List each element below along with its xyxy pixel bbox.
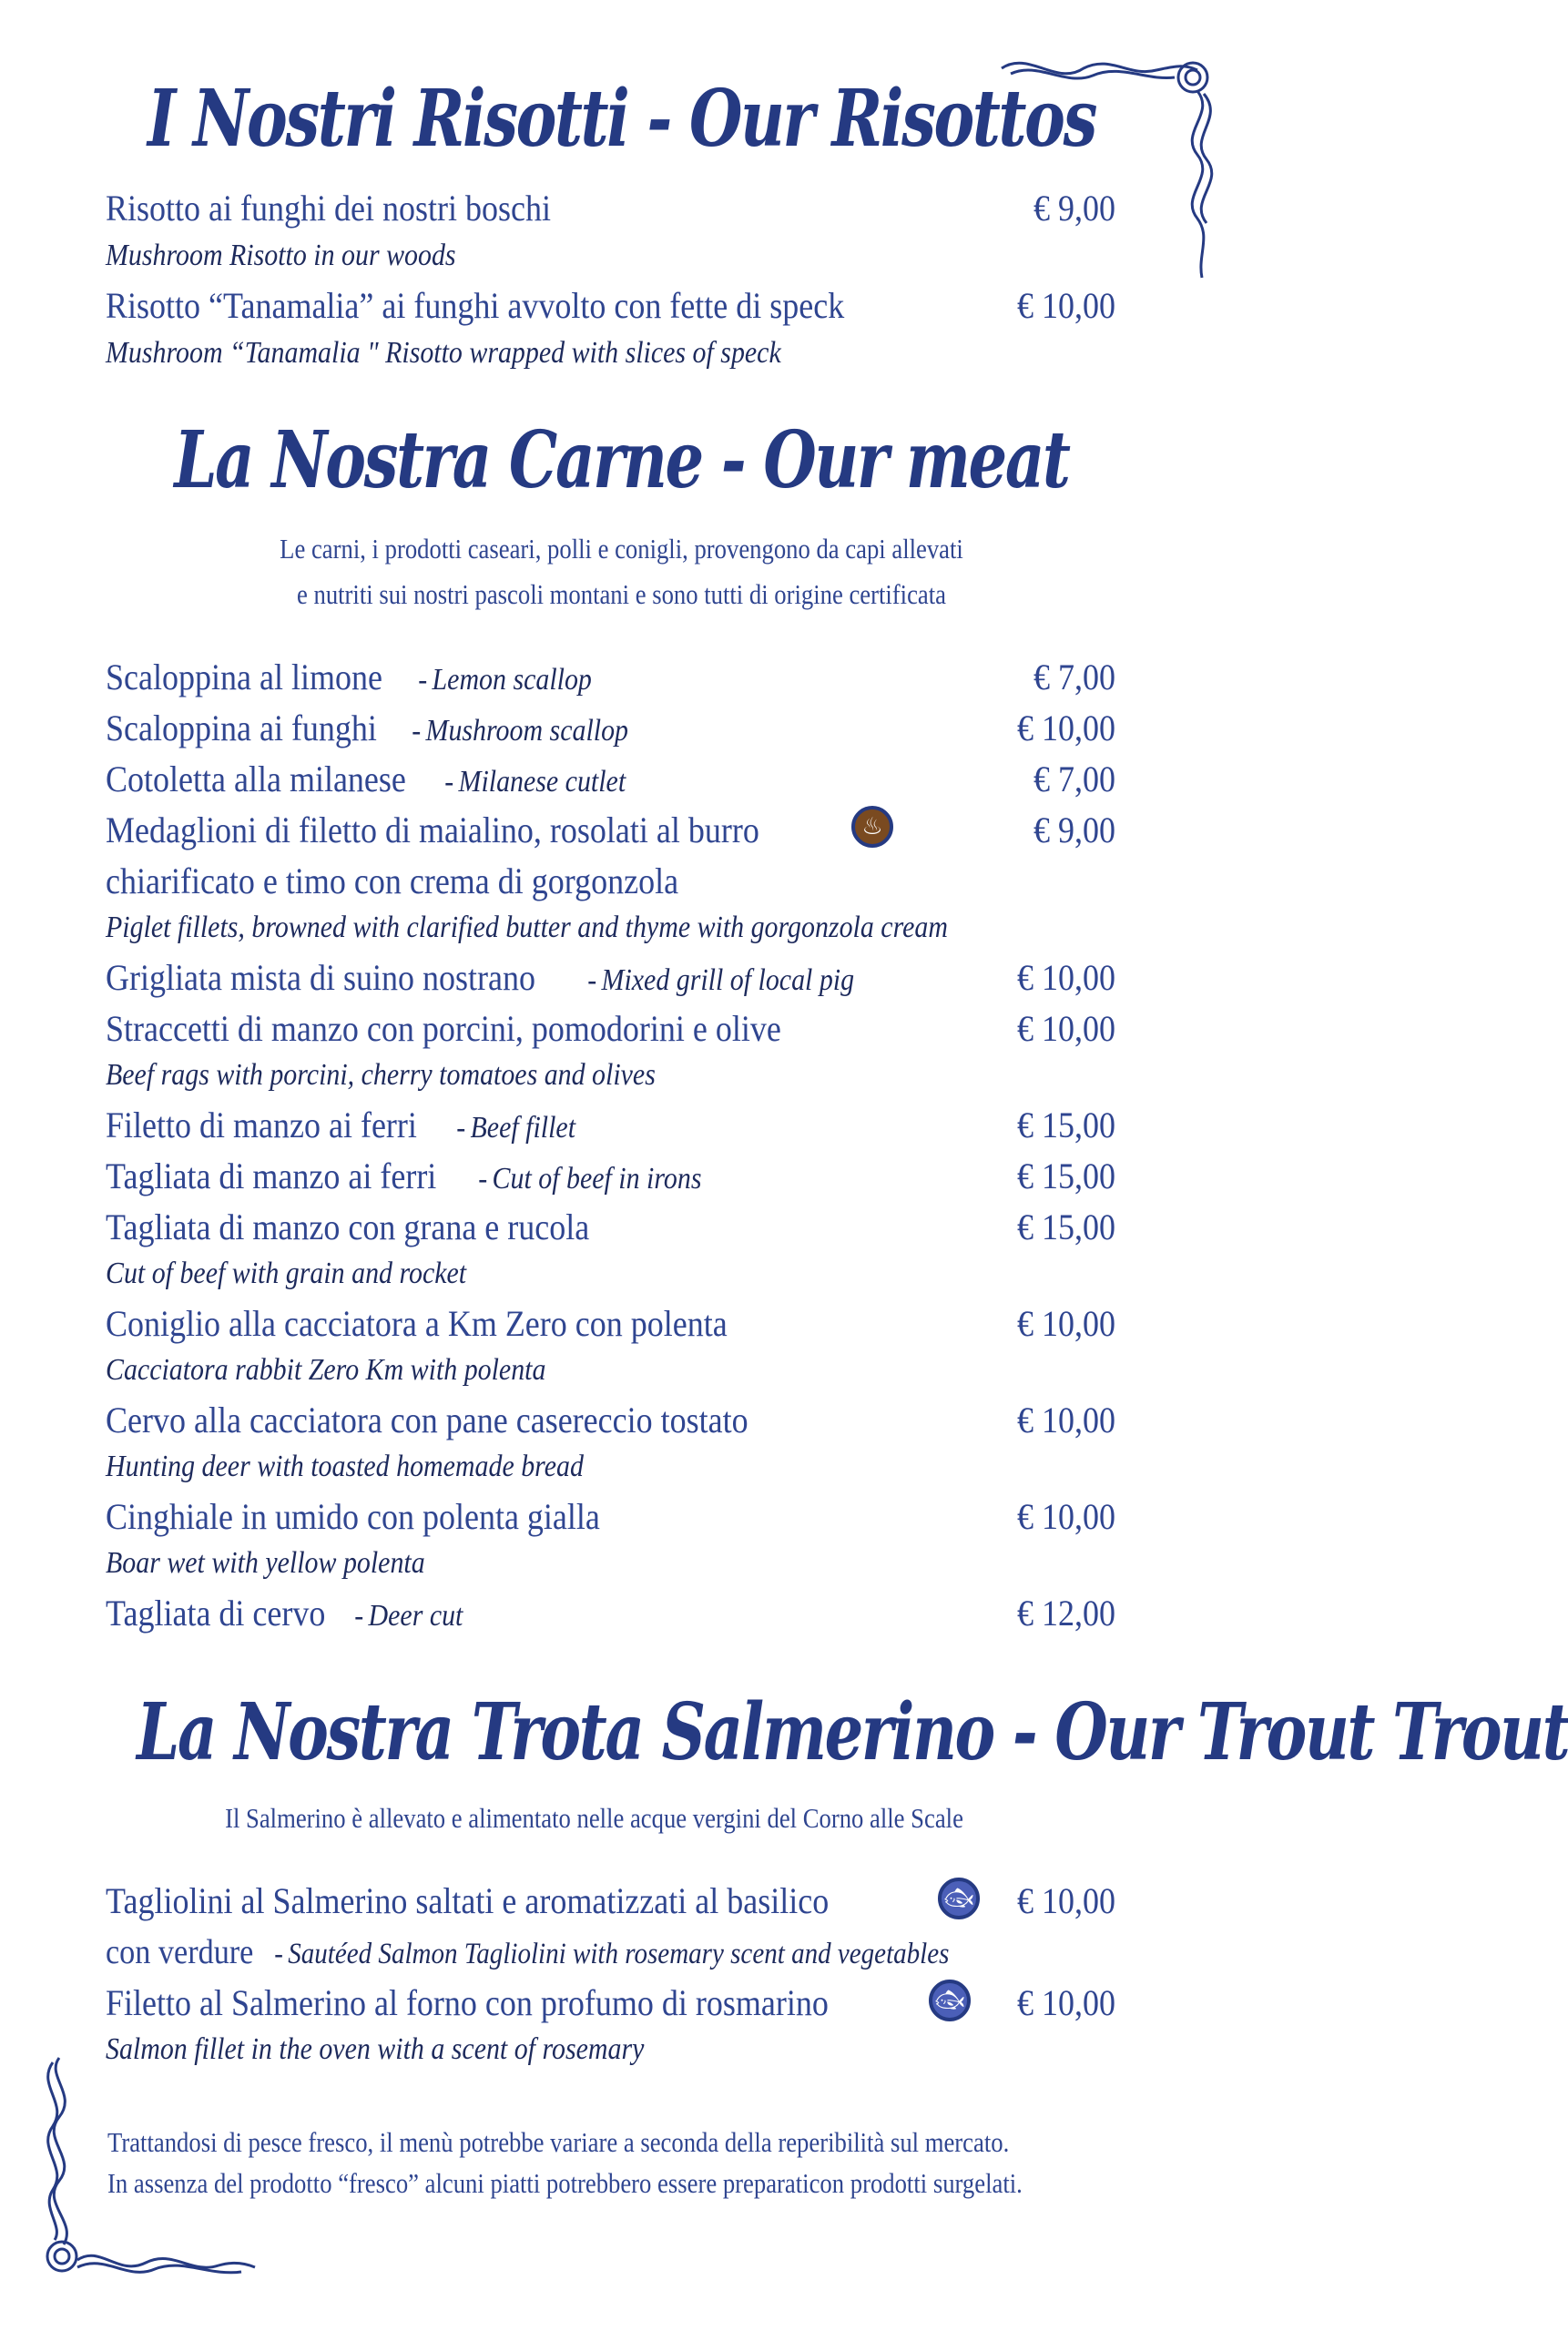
menu-item-price: € 15,00 xyxy=(1017,1104,1115,1145)
carne-intro-line-1: Le carni, i prodotti caseari, polli e conigli, provengono da capi allevati xyxy=(280,533,963,565)
dairy-jug-icon: ♨ xyxy=(851,806,893,848)
menu-item-desc: Cacciatora rabbit Zero Km with polenta xyxy=(106,1353,546,1387)
menu-item-row: Tagliata di manzo ai ferri - Cut of beef in irons xyxy=(106,1155,702,1196)
menu-item-desc: Mushroom Risotto in our woods xyxy=(106,239,456,272)
fresh-fish-note-line-1: Trattandosi di pesce fresco, il menù potrebbe variare a seconda della reperibilità sul mercato. xyxy=(107,2126,1010,2158)
menu-item-price: € 10,00 xyxy=(1017,1008,1115,1049)
menu-item-row: Tagliata di cervo - Deer cut xyxy=(106,1593,463,1634)
menu-item-name: Filetto al Salmerino al forno con profumo di rosmarino xyxy=(106,1982,829,2023)
menu-item-row: Scaloppina ai funghi - Mushroom scallop xyxy=(106,707,629,748)
menu-item-price: € 10,00 xyxy=(1017,1880,1115,1921)
menu-item-name: Tagliata di manzo con grana e rucola xyxy=(106,1206,590,1247)
menu-item-name: Straccetti di manzo con porcini, pomodorini e olive xyxy=(106,1008,781,1049)
fish-icon: 🐟︎ xyxy=(938,1878,980,1919)
fish-icon: 🐟︎ xyxy=(929,1980,971,2021)
menu-item-price: € 10,00 xyxy=(1017,285,1115,326)
menu-item-price: € 10,00 xyxy=(1017,707,1115,748)
menu-item-price: € 12,00 xyxy=(1017,1593,1115,1634)
menu-item-price: € 10,00 xyxy=(1017,957,1115,998)
menu-item-price: € 10,00 xyxy=(1017,1982,1115,2023)
menu-item-name: Cervo alla cacciatora con pane casereccio tostato xyxy=(106,1400,748,1440)
menu-item-desc: Salmon fillet in the oven with a scent of rosemary xyxy=(106,2032,645,2066)
menu-item-row: Filetto di manzo ai ferri - Beef fillet xyxy=(106,1104,575,1145)
menu-item-price: € 7,00 xyxy=(1033,657,1115,697)
menu-item-price: € 9,00 xyxy=(1033,809,1115,850)
menu-item-desc: Mushroom “Tanamalia " Risotto wrapped with slices of speck xyxy=(106,336,781,370)
trota-title: La Nostra Trota Salmerino - Our Trout Trout xyxy=(137,1686,1568,1778)
menu-item-name-continued: chiarificato e timo con crema di gorgonzola xyxy=(106,860,679,901)
menu-item-name: Tagliolini al Salmerino saltati e aromatizzati al basilico xyxy=(106,1880,830,1921)
trota-intro: Il Salmerino è allevato e alimentato nelle acque vergini del Corno alle Scale xyxy=(225,1802,963,1834)
menu-item-desc: Boar wet with yellow polenta xyxy=(106,1546,425,1580)
menu-item-price: € 7,00 xyxy=(1033,758,1115,799)
menu-item-name: Risotto ai funghi dei nostri boschi xyxy=(106,188,551,229)
menu-item-name: Cinghiale in umido con polenta gialla xyxy=(106,1496,600,1537)
menu-item-desc: Cut of beef with grain and rocket xyxy=(106,1257,467,1290)
carne-title: La Nostra Carne - Our meat xyxy=(174,414,1069,506)
menu-item-price: € 10,00 xyxy=(1017,1303,1115,1344)
menu-item-row-continued: con verdure - Sautéed Salmon Tagliolini with rosemary scent and vegetables xyxy=(106,1933,950,1971)
menu-item-price: € 9,00 xyxy=(1033,188,1115,229)
menu-item-name: Coniglio alla cacciatora a Km Zero con polenta xyxy=(106,1303,728,1344)
menu-item-row: Cotoletta alla milanese - Milanese cutlet xyxy=(106,758,626,799)
menu-item-price: € 15,00 xyxy=(1017,1206,1115,1247)
menu-item-name: Medaglioni di filetto di maialino, rosolati al burro xyxy=(106,809,759,850)
menu-item-desc: Hunting deer with toasted homemade bread xyxy=(106,1450,584,1483)
menu-item-row: Scaloppina al limone - Lemon scallop xyxy=(106,657,592,697)
menu-item-price: € 15,00 xyxy=(1017,1155,1115,1196)
menu-item-desc: Beef rags with porcini, cherry tomatoes and olives xyxy=(106,1058,656,1092)
risotti-title: I Nostri Risotti - Our Risottos xyxy=(147,73,1096,165)
menu-item-name: Risotto “Tanamalia” ai funghi avvolto con fette di speck xyxy=(106,285,845,326)
menu-item-desc: Piglet fillets, browned with clarified butter and thyme with gorgonzola cream xyxy=(106,911,948,944)
menu-item-price: € 10,00 xyxy=(1017,1496,1115,1537)
fresh-fish-note-line-2: In assenza del prodotto “fresco” alcuni piatti potrebbero essere preparaticon prodotti surgelati. xyxy=(107,2167,1023,2199)
carne-intro-line-2: e nutriti sui nostri pascoli montani e sono tutti di origine certificata xyxy=(296,578,946,610)
menu-item-price: € 10,00 xyxy=(1017,1400,1115,1440)
menu-item-row: Grigliata mista di suino nostrano - Mixed grill of local pig xyxy=(106,957,855,998)
